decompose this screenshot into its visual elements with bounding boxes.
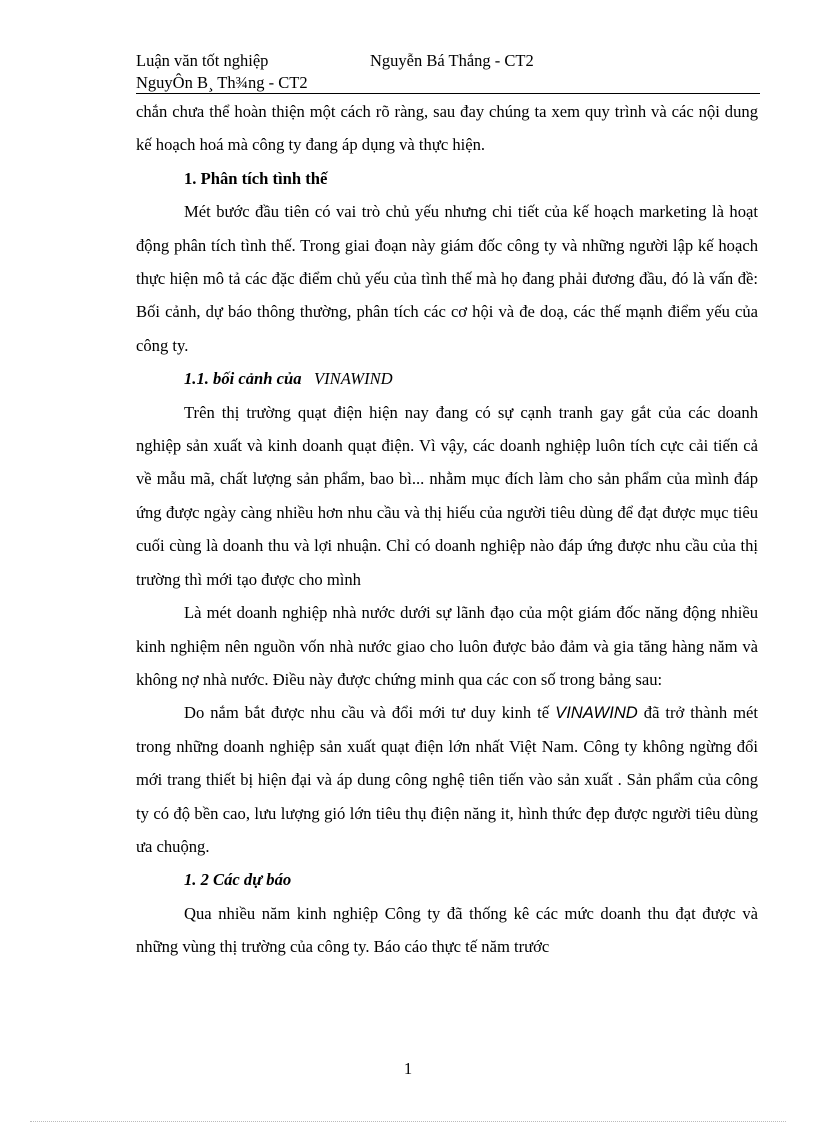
paragraph-market-context: Trên thị trường quạt điện hiện nay đang có sự cạnh tranh gay gắt của các doanh nghiệp sản xuất và kinh doanh quạt điện. Vì vậy, các doanh nghiệp luôn tích cực cải tiến cả về mẫu mã, chất lượng sản phẩm, bao bì... nhằm mục đích làm cho sản phẩm của mình đáp ứng được ngày càng nhiều hơn nhu cầu và thị hiếu của người tiêu dùng để đạt được mục tiêu cuối cùng là doanh thu và lợi nhuận. Chỉ có doanh nghiệp nào đáp ứng được nhu cầu của thị trường thì mới tạo được cho mình	[136, 402, 758, 589]
paragraph-state-enterprise: Là mét doanh nghiệp nhà nước dưới sự lãnh đạo của một giám đốc năng động nhiều kinh nghiệm nên nguồn vốn nhà nước giao cho luôn được bảo đảm và gia tăng hàng năm và không nợ nhà nước. Điều này được chứng minh qua các con số trong bảng sau:	[136, 603, 758, 689]
header-thesis-title: Luận văn tốt nghiệp	[136, 51, 269, 70]
section-heading-1-1	[136, 362, 758, 395]
heading-1-1-brand: VINAWIND	[314, 369, 393, 389]
p4-after: đã trở thành mét trong những doanh nghiệp sản xuất quạt điện lớn nhất Việt Nam. Công ty không ngừng đổi mới trang thiết bị hiện đại và áp dung công nghệ tiên tiến vào sản xuất . Sản phẩm của công ty có độ bền cao, lưu lượng gió lớn tiêu thụ điện năng it, hình thức đẹp được người tiêu dùng ưa chuộng.	[136, 703, 758, 856]
p4-brand: VINAWIND	[555, 703, 638, 723]
page-header	[136, 50, 760, 94]
paragraph-forecasts: Qua nhiều năm kinh nghiệp Công ty đã thống kê các mức doanh thu đạt được và những vùng thị trường của công ty. Báo cáo thực tế năm trước	[136, 903, 758, 957]
section-heading-1: 1. Phân tích tình thế	[184, 168, 328, 188]
page-bottom-border	[30, 1121, 786, 1122]
heading-1-1-prefix: 1.1. bối cảnh của	[184, 369, 302, 389]
header-author: Nguyễn Bá Thắng - CT2	[370, 51, 534, 70]
paragraph-vinawind	[136, 696, 758, 863]
section-heading-1-2: 1. 2 Các dự báo	[184, 870, 292, 890]
p4-before: Do nắm bắt được nhu cầu và đổi mới tư duy kinh tế	[184, 703, 550, 723]
document-body	[136, 95, 758, 964]
header-author-garbled: NguyÔn B¸ Th¾ng - CT2	[136, 73, 308, 92]
header-rule	[136, 93, 760, 94]
page-number: 1	[403, 1059, 413, 1078]
paragraph-continued: chắn chưa thể hoàn thiện một cách rõ ràng, sau đay chúng ta xem quy trình và các nội dung kế hoạch hoá mà công ty đang áp dụng và thực hiện.	[136, 102, 758, 155]
paragraph-situation-analysis: Mét bước đầu tiên có vai trò chủ yếu nhưng chi tiết của kế hoạch marketing là hoạt động phân tích tình thế. Trong giai đoạn này giám đốc công ty và những người lập kế hoạch thực hiện mô tả các đặc điểm chủ yếu của tình thế mà họ đang phải đương đầu, đó là vấn đề: Bối cảnh, dự báo thông thường, phân tích các cơ hội và đe doạ, các thế mạnh điểm yếu của công ty.	[136, 202, 758, 355]
